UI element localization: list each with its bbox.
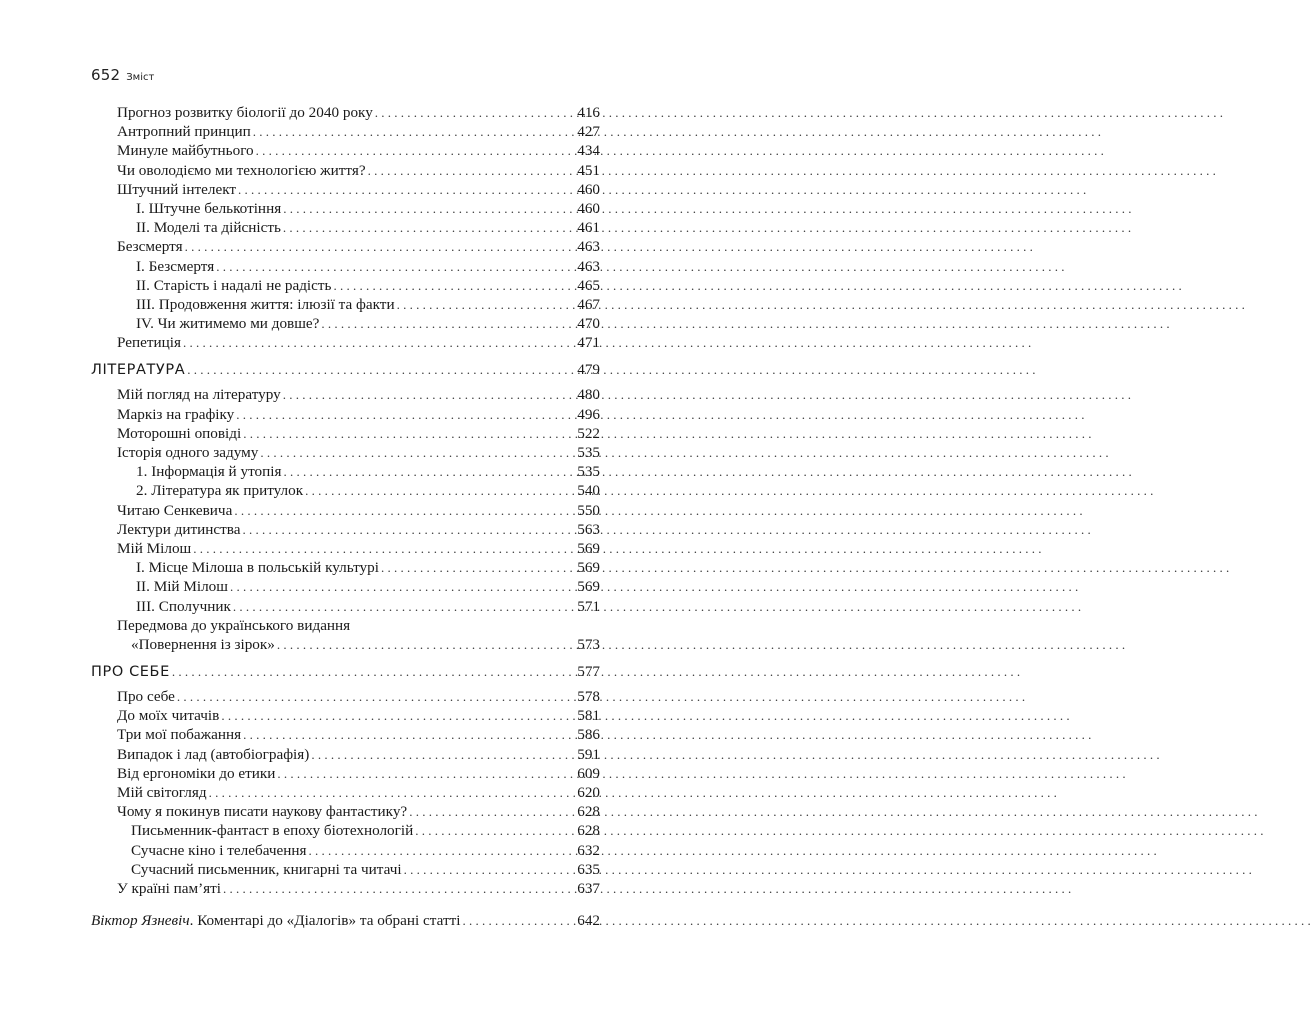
toc-subentry xyxy=(91,276,600,295)
section-heading-literature xyxy=(91,359,600,381)
toc-entry-title: Репетиція xyxy=(117,334,181,352)
toc-entry-commentary xyxy=(91,911,600,930)
toc-entry-title: ІІІ. Сполучник xyxy=(136,597,231,615)
dot-leader xyxy=(305,481,575,500)
dot-leader xyxy=(230,577,575,596)
section-heading-about xyxy=(91,661,600,683)
dot-leader xyxy=(236,405,575,424)
toc-entry xyxy=(91,333,600,352)
section-title: ПРО СЕБЕ xyxy=(91,664,170,681)
toc-entry-page: 465 xyxy=(577,276,600,294)
dot-leader xyxy=(283,199,575,218)
dot-leader xyxy=(256,141,576,160)
toc-entry xyxy=(91,161,600,180)
dot-leader xyxy=(397,295,576,314)
toc-entry xyxy=(91,424,600,443)
dot-leader xyxy=(243,520,576,539)
toc-entry-title: Мій світогляд xyxy=(117,784,207,801)
dot-leader xyxy=(193,539,575,558)
dot-leader xyxy=(185,237,576,256)
toc-entry-title: Чому я покинув писати наукову фантастику? xyxy=(117,803,408,821)
toc-entry-page: 434 xyxy=(577,142,600,160)
toc-subentry xyxy=(91,218,600,237)
running-title: Зміст xyxy=(126,72,155,83)
dot-leader xyxy=(223,879,575,898)
dot-leader xyxy=(243,725,575,744)
toc-entry xyxy=(91,141,600,160)
toc-entry-title: «Повернення із зірок» xyxy=(131,635,275,653)
toc-entry-title: ІІ. Моделі та дійсність xyxy=(136,219,281,237)
dot-leader xyxy=(311,745,575,764)
toc-entry-page: 460 xyxy=(577,180,600,198)
toc-entry-title: Три мої побажання xyxy=(117,726,242,744)
toc-entry-page: 632 xyxy=(577,841,600,859)
toc-entry xyxy=(91,180,600,199)
toc-entry-page: 569 xyxy=(577,559,600,577)
toc-entry-page: 540 xyxy=(577,482,600,500)
toc-subentry xyxy=(91,558,600,577)
toc-entry-page: 535 xyxy=(577,463,600,481)
toc-subentry xyxy=(91,597,600,616)
toc-entry xyxy=(91,725,600,744)
toc-entry-title xyxy=(91,911,460,930)
dot-leader xyxy=(308,841,575,860)
toc-entry-preface-line2 xyxy=(91,635,600,654)
toc-entry xyxy=(91,802,600,821)
toc-entry-page: 591 xyxy=(577,745,600,763)
toc-entry xyxy=(91,520,600,539)
toc-entry-page: 642 xyxy=(577,912,600,930)
toc-entry-title: Лектури дитинства xyxy=(117,520,241,538)
toc-entry-title: Мій Мілош xyxy=(117,539,192,557)
toc-entry-title: Минуле майбутнього xyxy=(117,142,254,160)
toc-entry xyxy=(91,237,600,256)
toc-entry xyxy=(91,687,600,706)
toc-entry-title: ІІІ. Продовження життя: ілюзії та факти xyxy=(136,295,395,313)
dot-leader xyxy=(253,122,575,141)
dot-leader xyxy=(233,597,575,616)
toc-entry-title: Моторошні оповіді xyxy=(117,424,242,442)
toc-entry xyxy=(91,122,600,141)
toc-entry-page: 451 xyxy=(577,161,600,179)
toc-entry-page: 569 xyxy=(577,539,600,557)
toc-entry-page: 496 xyxy=(577,405,600,423)
dot-leader xyxy=(216,257,575,276)
dot-leader xyxy=(462,911,575,930)
toc-entry-title: Сучасний письменник, книгарні та читачі xyxy=(131,860,402,878)
toc-entry xyxy=(91,385,600,404)
toc-entry-title: Антропний принцип xyxy=(117,123,251,141)
dot-leader xyxy=(409,802,575,821)
toc-entry-page: 609 xyxy=(577,764,600,782)
toc-entry xyxy=(91,443,600,462)
toc-entry xyxy=(91,783,600,802)
dot-leader xyxy=(238,180,575,199)
toc-entry-title: Від ергономіки до етики xyxy=(117,764,276,782)
toc-entry-page: 581 xyxy=(577,707,600,725)
dot-leader xyxy=(277,764,575,783)
toc-entry-page: 620 xyxy=(577,784,600,801)
toc-entry-page: 460 xyxy=(577,199,600,217)
toc-entry-page: 563 xyxy=(577,520,600,538)
dot-leader xyxy=(260,443,575,462)
toc-entry-page: 461 xyxy=(577,219,600,237)
toc-entry-title: Безсмертя xyxy=(117,238,183,256)
toc-entry xyxy=(91,405,600,424)
toc-entry-title: Письменник-фантаст в епоху біотехнологій xyxy=(131,822,414,840)
dot-leader xyxy=(381,558,575,577)
toc-subentry xyxy=(91,577,600,596)
dot-leader xyxy=(234,501,575,520)
toc-entry-page: 550 xyxy=(577,501,600,519)
toc-entry-title: Випадок і лад (автобіографія) xyxy=(117,745,310,763)
toc-entry-page: 427 xyxy=(577,123,600,141)
toc-entry-page: 471 xyxy=(577,334,600,352)
dot-leader xyxy=(283,218,575,237)
toc-entry-title: Про себе xyxy=(117,688,175,706)
dot-leader xyxy=(375,103,575,122)
toc-subentry xyxy=(91,257,600,276)
dot-leader xyxy=(243,424,575,443)
dot-leader xyxy=(368,161,576,180)
toc-entry-title: Сучасне кіно і телебачення xyxy=(131,841,307,859)
toc-entry-page: 522 xyxy=(577,424,600,442)
toc-subentry xyxy=(91,841,600,860)
toc-entry-title: Мій погляд на літературу xyxy=(117,386,281,404)
toc-subentry xyxy=(91,860,600,879)
toc-entry-page: 637 xyxy=(577,879,600,897)
toc-entry-page: 463 xyxy=(577,238,600,256)
toc-entry-page: 467 xyxy=(577,295,600,313)
toc-entry-page: 463 xyxy=(577,257,600,275)
toc-subentry xyxy=(91,295,600,314)
toc-entry-title: До моїх читачів xyxy=(117,707,220,725)
dot-leader xyxy=(415,821,575,840)
toc-entry-title: ІІ. Старість і надалі не радість xyxy=(136,276,332,294)
toc-entry-page: 573 xyxy=(577,635,600,653)
toc-entry xyxy=(91,103,600,122)
toc-entry-title: 1. Інформація й утопія xyxy=(136,463,282,481)
toc-entry-page: 571 xyxy=(577,597,600,615)
table-of-contents xyxy=(91,103,600,930)
toc-entry-page: 480 xyxy=(577,386,600,404)
toc-entry-title: Маркіз на графіку xyxy=(117,405,235,423)
toc-entry-page: 635 xyxy=(577,860,600,878)
dot-leader xyxy=(172,661,575,683)
toc-entry-title: 2. Література як притулок xyxy=(136,482,304,500)
dot-leader xyxy=(283,462,575,481)
toc-entry-page: 628 xyxy=(577,803,600,821)
toc-entry-page: 578 xyxy=(577,688,600,706)
toc-entry-title: І. Безсмертя xyxy=(136,257,215,275)
toc-entry xyxy=(91,745,600,764)
author-name: Віктор Язневіч xyxy=(91,912,190,930)
page-number: 652 xyxy=(91,66,121,84)
dot-leader xyxy=(209,783,576,802)
section-title: ЛІТЕРАТУРА xyxy=(91,362,186,379)
dot-leader xyxy=(221,706,575,725)
toc-entry xyxy=(91,764,600,783)
toc-entry-title: Чи оволодіємо ми технологією життя? xyxy=(117,161,366,179)
toc-entry xyxy=(91,706,600,725)
toc-subentry xyxy=(91,821,600,840)
section-page: 577 xyxy=(577,663,600,681)
toc-entry xyxy=(91,539,600,558)
toc-entry-title: Історія одного задуму xyxy=(117,444,259,461)
dot-leader xyxy=(177,687,575,706)
toc-entry-title: Читаю Сенкевича xyxy=(117,501,233,519)
toc-entry-title: IV. Чи житимемо ми довше? xyxy=(136,315,320,333)
running-header xyxy=(91,66,154,86)
toc-subentry xyxy=(91,462,600,481)
toc-subentry xyxy=(91,481,600,500)
toc-entry-title: І. Місце Мілоша в польській культурі xyxy=(136,559,379,577)
dot-leader xyxy=(333,276,575,295)
dot-leader xyxy=(277,635,575,654)
toc-subentry xyxy=(91,314,600,333)
section-page: 479 xyxy=(577,361,600,379)
toc-entry-title: І. Штучне белькотіння xyxy=(136,199,282,217)
toc-entry-page: 416 xyxy=(577,104,600,121)
toc-entry-page: 535 xyxy=(577,444,600,461)
dot-leader xyxy=(283,385,576,404)
dot-leader xyxy=(187,359,575,381)
toc-entry-title: Штучний інтелект xyxy=(117,180,237,198)
toc-subentry xyxy=(91,199,600,218)
toc-entry-title: Прогноз розвитку біології до 2040 року xyxy=(117,104,373,121)
toc-entry xyxy=(91,879,600,898)
toc-entry-page: 586 xyxy=(577,726,600,744)
toc-entry-title: У країні пам’яті xyxy=(117,879,222,897)
toc-entry-page: 628 xyxy=(577,822,600,840)
toc-entry-page: 470 xyxy=(577,315,600,333)
toc-entry xyxy=(91,501,600,520)
toc-entry-title: ІІ. Мій Мілош xyxy=(136,578,228,596)
toc-entry-page: 569 xyxy=(577,578,600,596)
dot-leader xyxy=(183,333,575,352)
toc-entry-preface-line1: Передмова до українського видання xyxy=(117,616,351,634)
commentary-title: . Коментарі до «Діалогів» та обрані статті xyxy=(189,912,461,930)
dot-leader xyxy=(321,314,575,333)
dot-leader xyxy=(404,860,576,879)
